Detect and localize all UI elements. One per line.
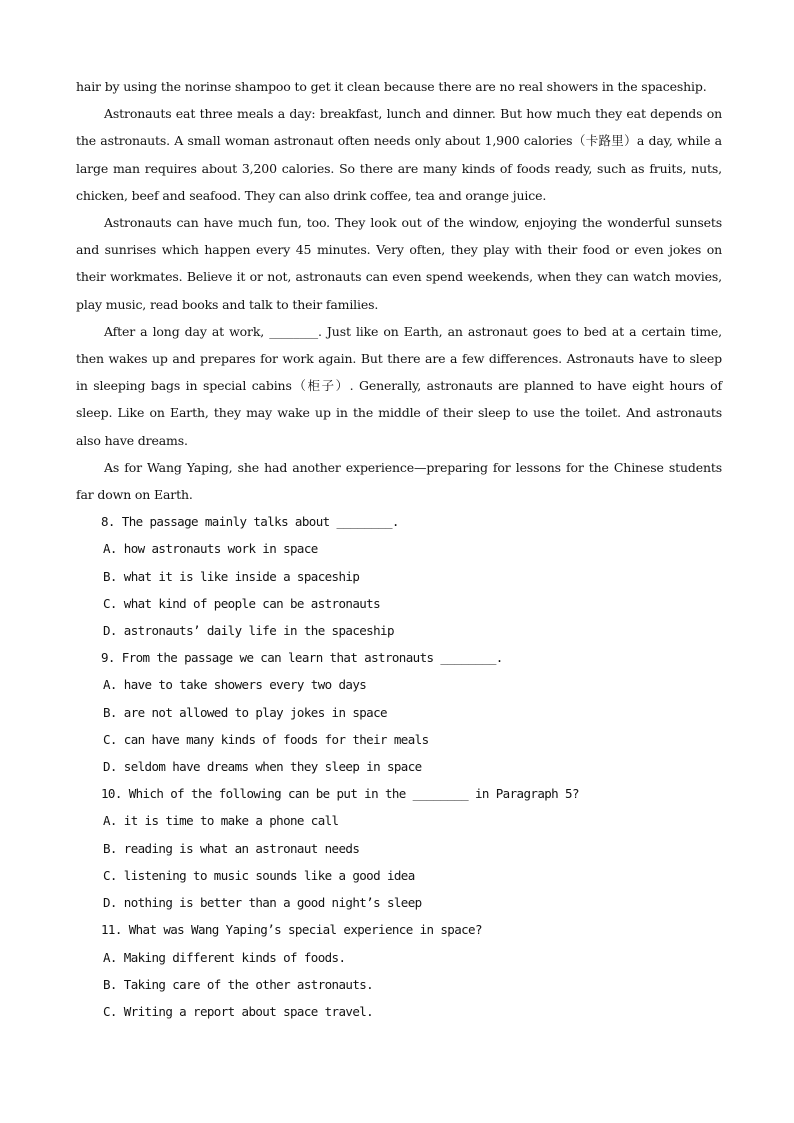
answer-option: B. what it is like inside a spaceship xyxy=(103,568,360,584)
question-stem: 10. Which of the following can be put in the ________ in Paragraph 5? xyxy=(101,786,579,802)
passage-paragraph-4: After a long day at work, ________. Just like on Earth, an astronaut goes to bed at a certain time, then wakes up and prepares for work again. But there are a few differences. Astronauts have to sleep in sleeping bags in special cabins（柜子）. Generally, astronauts are planned to have eight hours of sleep. Like on Earth, they may wake up in the middle of their sleep to use the toilet. And astronauts also have dreams. xyxy=(76,323,722,448)
question-stem: 8. The passage mainly talks about ________. xyxy=(101,514,399,530)
answer-option: D. astronauts’ daily life in the spaceship xyxy=(103,623,394,639)
passage-paragraph-5: As for Wang Yaping, she had another experience—preparing for lessons for the Chinese students far down on Earth. xyxy=(76,459,722,503)
answer-option: A. have to take showers every two days xyxy=(103,677,367,693)
answer-option: A. Making different kinds of foods. xyxy=(103,949,346,965)
reading-passage xyxy=(76,73,722,508)
answer-option: B. are not allowed to play jokes in space xyxy=(103,704,387,720)
answer-option: C. can have many kinds of foods for their meals xyxy=(103,731,429,747)
question-9 xyxy=(76,644,722,780)
passage-paragraph-1: hair by using the norinse shampoo to get it clean because there are no real showers in the spaceship. xyxy=(76,79,707,94)
question-list xyxy=(76,508,722,1025)
answer-option: C. Writing a report about space travel. xyxy=(103,1003,374,1019)
question-8 xyxy=(76,508,722,644)
question-stem: 9. From the passage we can learn that astronauts ________. xyxy=(101,650,503,666)
answer-option: B. Taking care of the other astronauts. xyxy=(103,976,374,992)
question-10 xyxy=(76,780,722,916)
question-stem: 11. What was Wang Yaping’s special experience in space? xyxy=(101,922,482,938)
answer-option: B. reading is what an astronaut needs xyxy=(103,840,360,856)
answer-option: D. nothing is better than a good night’s sleep xyxy=(103,895,422,911)
passage-paragraph-3: Astronauts can have much fun, too. They look out of the window, enjoying the wonderful sunsets and sunrises which happen every 45 minutes. Very often, they play with their food or even jokes on their workmates. Believe it or not, astronauts can even spend weekends, when they can watch movies, play music, read books and talk to their families. xyxy=(76,215,722,312)
answer-option: C. what kind of people can be astronauts xyxy=(103,595,381,611)
passage-paragraph-2: Astronauts eat three meals a day: breakfast, lunch and dinner. But how much they eat depends on the astronauts. A small woman astronaut often needs only about 1,900 calories（卡路里）a day, while a large man requires about 3,200 calories. So there are many kinds of foods ready, such as fruits, nuts, chicken, beef and seafood. They can also drink coffee, tea and orange juice. xyxy=(76,106,722,203)
answer-option: A. it is time to make a phone call xyxy=(103,813,339,829)
answer-option: D. seldom have dreams when they sleep in space xyxy=(103,759,422,775)
question-11 xyxy=(76,916,722,1025)
document-page xyxy=(76,73,722,1025)
answer-option: A. how astronauts work in space xyxy=(103,541,318,557)
answer-option: C. listening to music sounds like a good idea xyxy=(103,867,415,883)
